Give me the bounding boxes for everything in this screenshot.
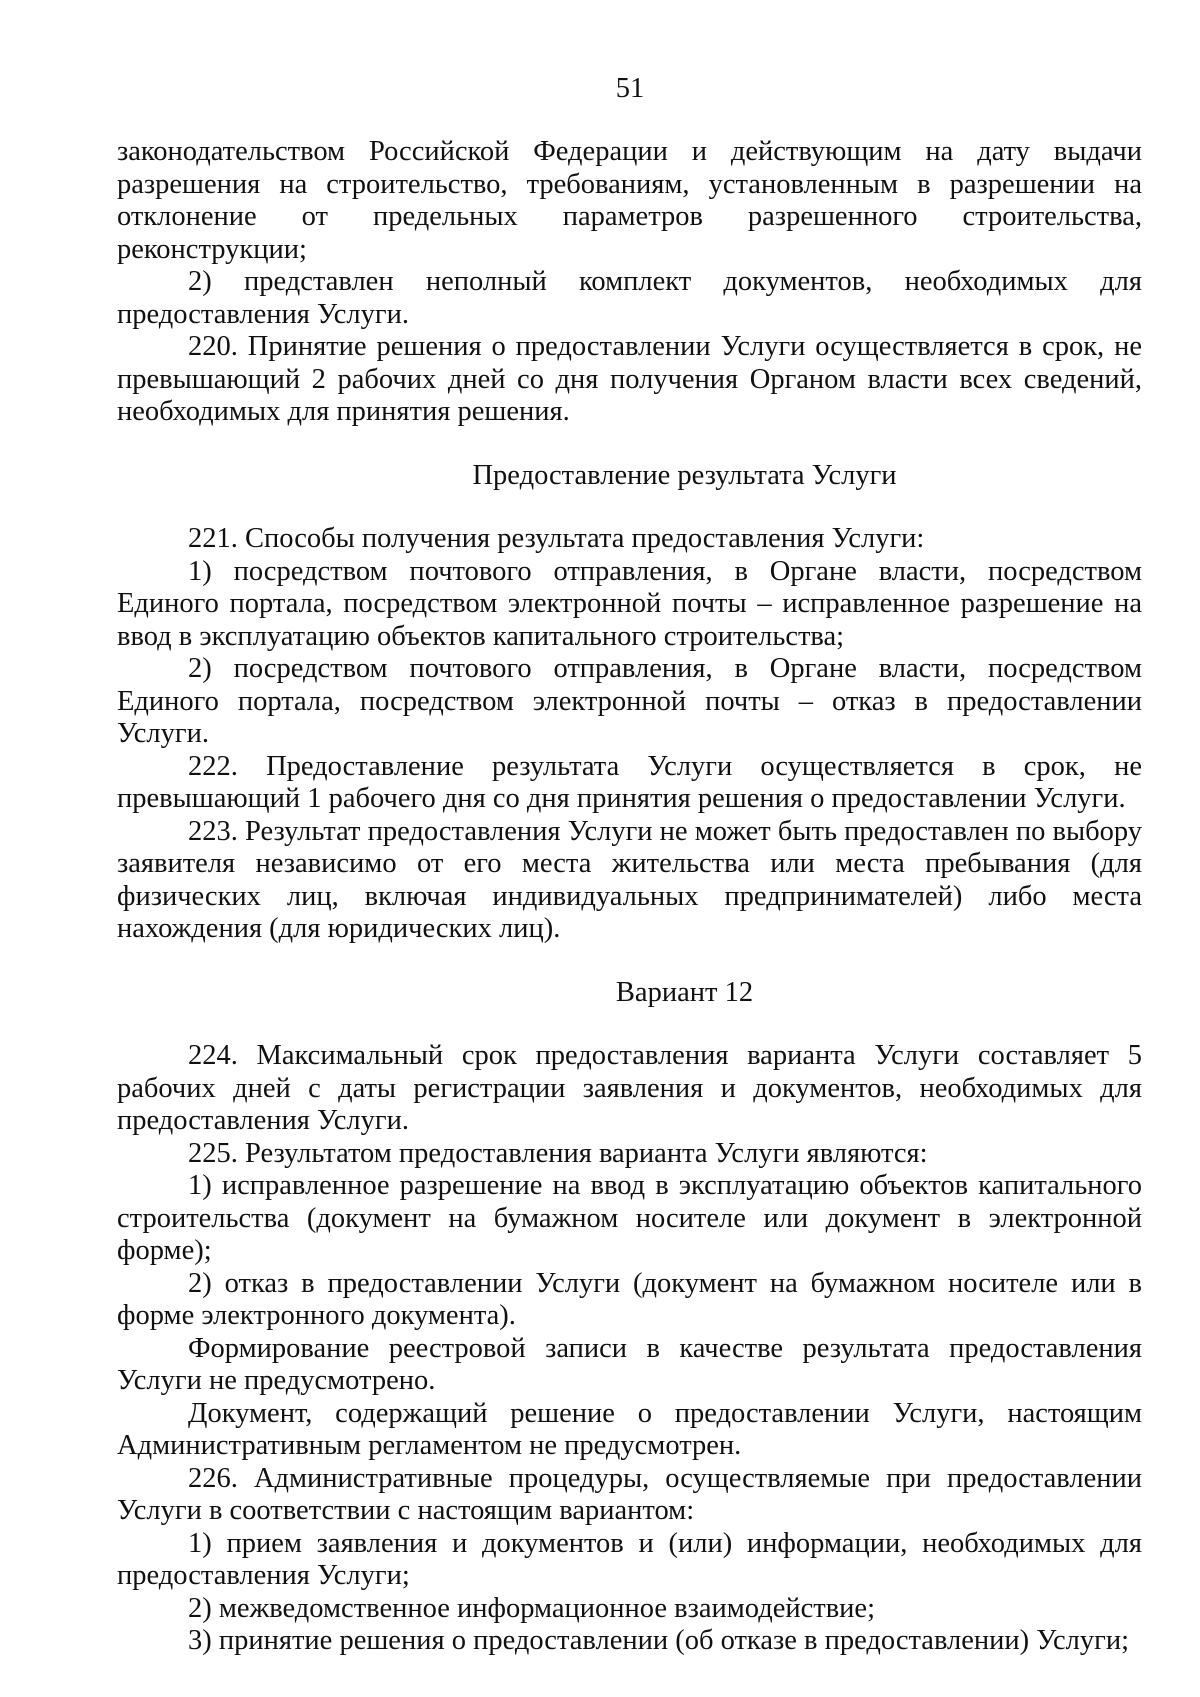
paragraph: 225. Результатом предоставления варианта Услуги являются: [188,1137,928,1169]
paragraph: 223. Результат предоставления Услуги не может быть предоставлен по выбору заявителя независимо от его места жительства или места пребывания (для физических лиц, включая индивидуальных предпринимателей) либо места нахождения (для юридических лиц). [117,815,1142,944]
paragraph: 2) посредством почтового отправления, в Органе власти, посредством Единого портала, посредством электронной почты – отказ в предоставлении Услуги. [117,653,1142,749]
paragraph: Документ, содержащий решение о предоставлении Услуги, настоящим Административным регламентом не предусмотрен. [117,1397,1142,1461]
paragraph: законодательством Российской Федерации и действующим на дату выдачи разрешения на строительство, требованиям, установленным в разрешении на отклонение от предельных параметров разрешенного строительства, реконструкции; [117,136,1142,265]
paragraph: 2) межведомственное информационное взаимодействие; [188,1592,875,1624]
document-body [117,136,1142,1658]
paragraph: 1) исправленное разрешение на ввод в эксплуатацию объектов капитального строительства (документ на бумажном носителе или документ в электронной форме); [117,1170,1142,1266]
paragraph: 3) принятие решения о предоставлении (об отказе в предоставлении) Услуги; [188,1625,1130,1656]
section-heading: Предоставление результата Услуги [472,459,897,491]
paragraph: 226. Административные процедуры, осуществляемые при предоставлении Услуги в соответствии с настоящим вариантом: [117,1462,1142,1526]
section-heading: Вариант 12 [615,976,754,1008]
paragraph: 220. Принятие решения о предоставлении Услуги осуществляется в срок, не превышающий 2 рабочих дней со дня получения Органом власти всех сведений, необходимых для принятия решения. [117,331,1142,427]
paragraph: Формирование реестровой записи в качестве результата предоставления Услуги не предусмотрено. [117,1332,1142,1396]
paragraph: 2) отказ в предоставлении Услуги (документ на бумажном носителе или в форме электронного документа). [117,1267,1142,1331]
paragraph: 222. Предоставление результата Услуги осуществляется в срок, не превышающий 1 рабочего дня со дня принятия решения о предоставлении Услуги. [117,750,1142,814]
paragraph: 221. Способы получения результата предоставления Услуги: [188,523,925,554]
paragraph: 224. Максимальный срок предоставления варианта Услуги составляет 5 рабочих дней с даты регистрации заявления и документов, необходимых для предоставления Услуги. [117,1040,1142,1136]
page-number: 51 [615,73,645,104]
paragraph: 1) посредством почтового отправления, в Органе власти, посредством Единого портала, посредством электронной почты – исправленное разрешение на ввод в эксплуатацию объектов капитального строительства; [117,555,1142,652]
paragraph: 2) представлен неполный комплект документов, необходимых для предоставления Услуги. [117,266,1142,330]
paragraph: 1) прием заявления и документов и (или) информации, необходимых для предоставления Услуги; [117,1527,1142,1591]
